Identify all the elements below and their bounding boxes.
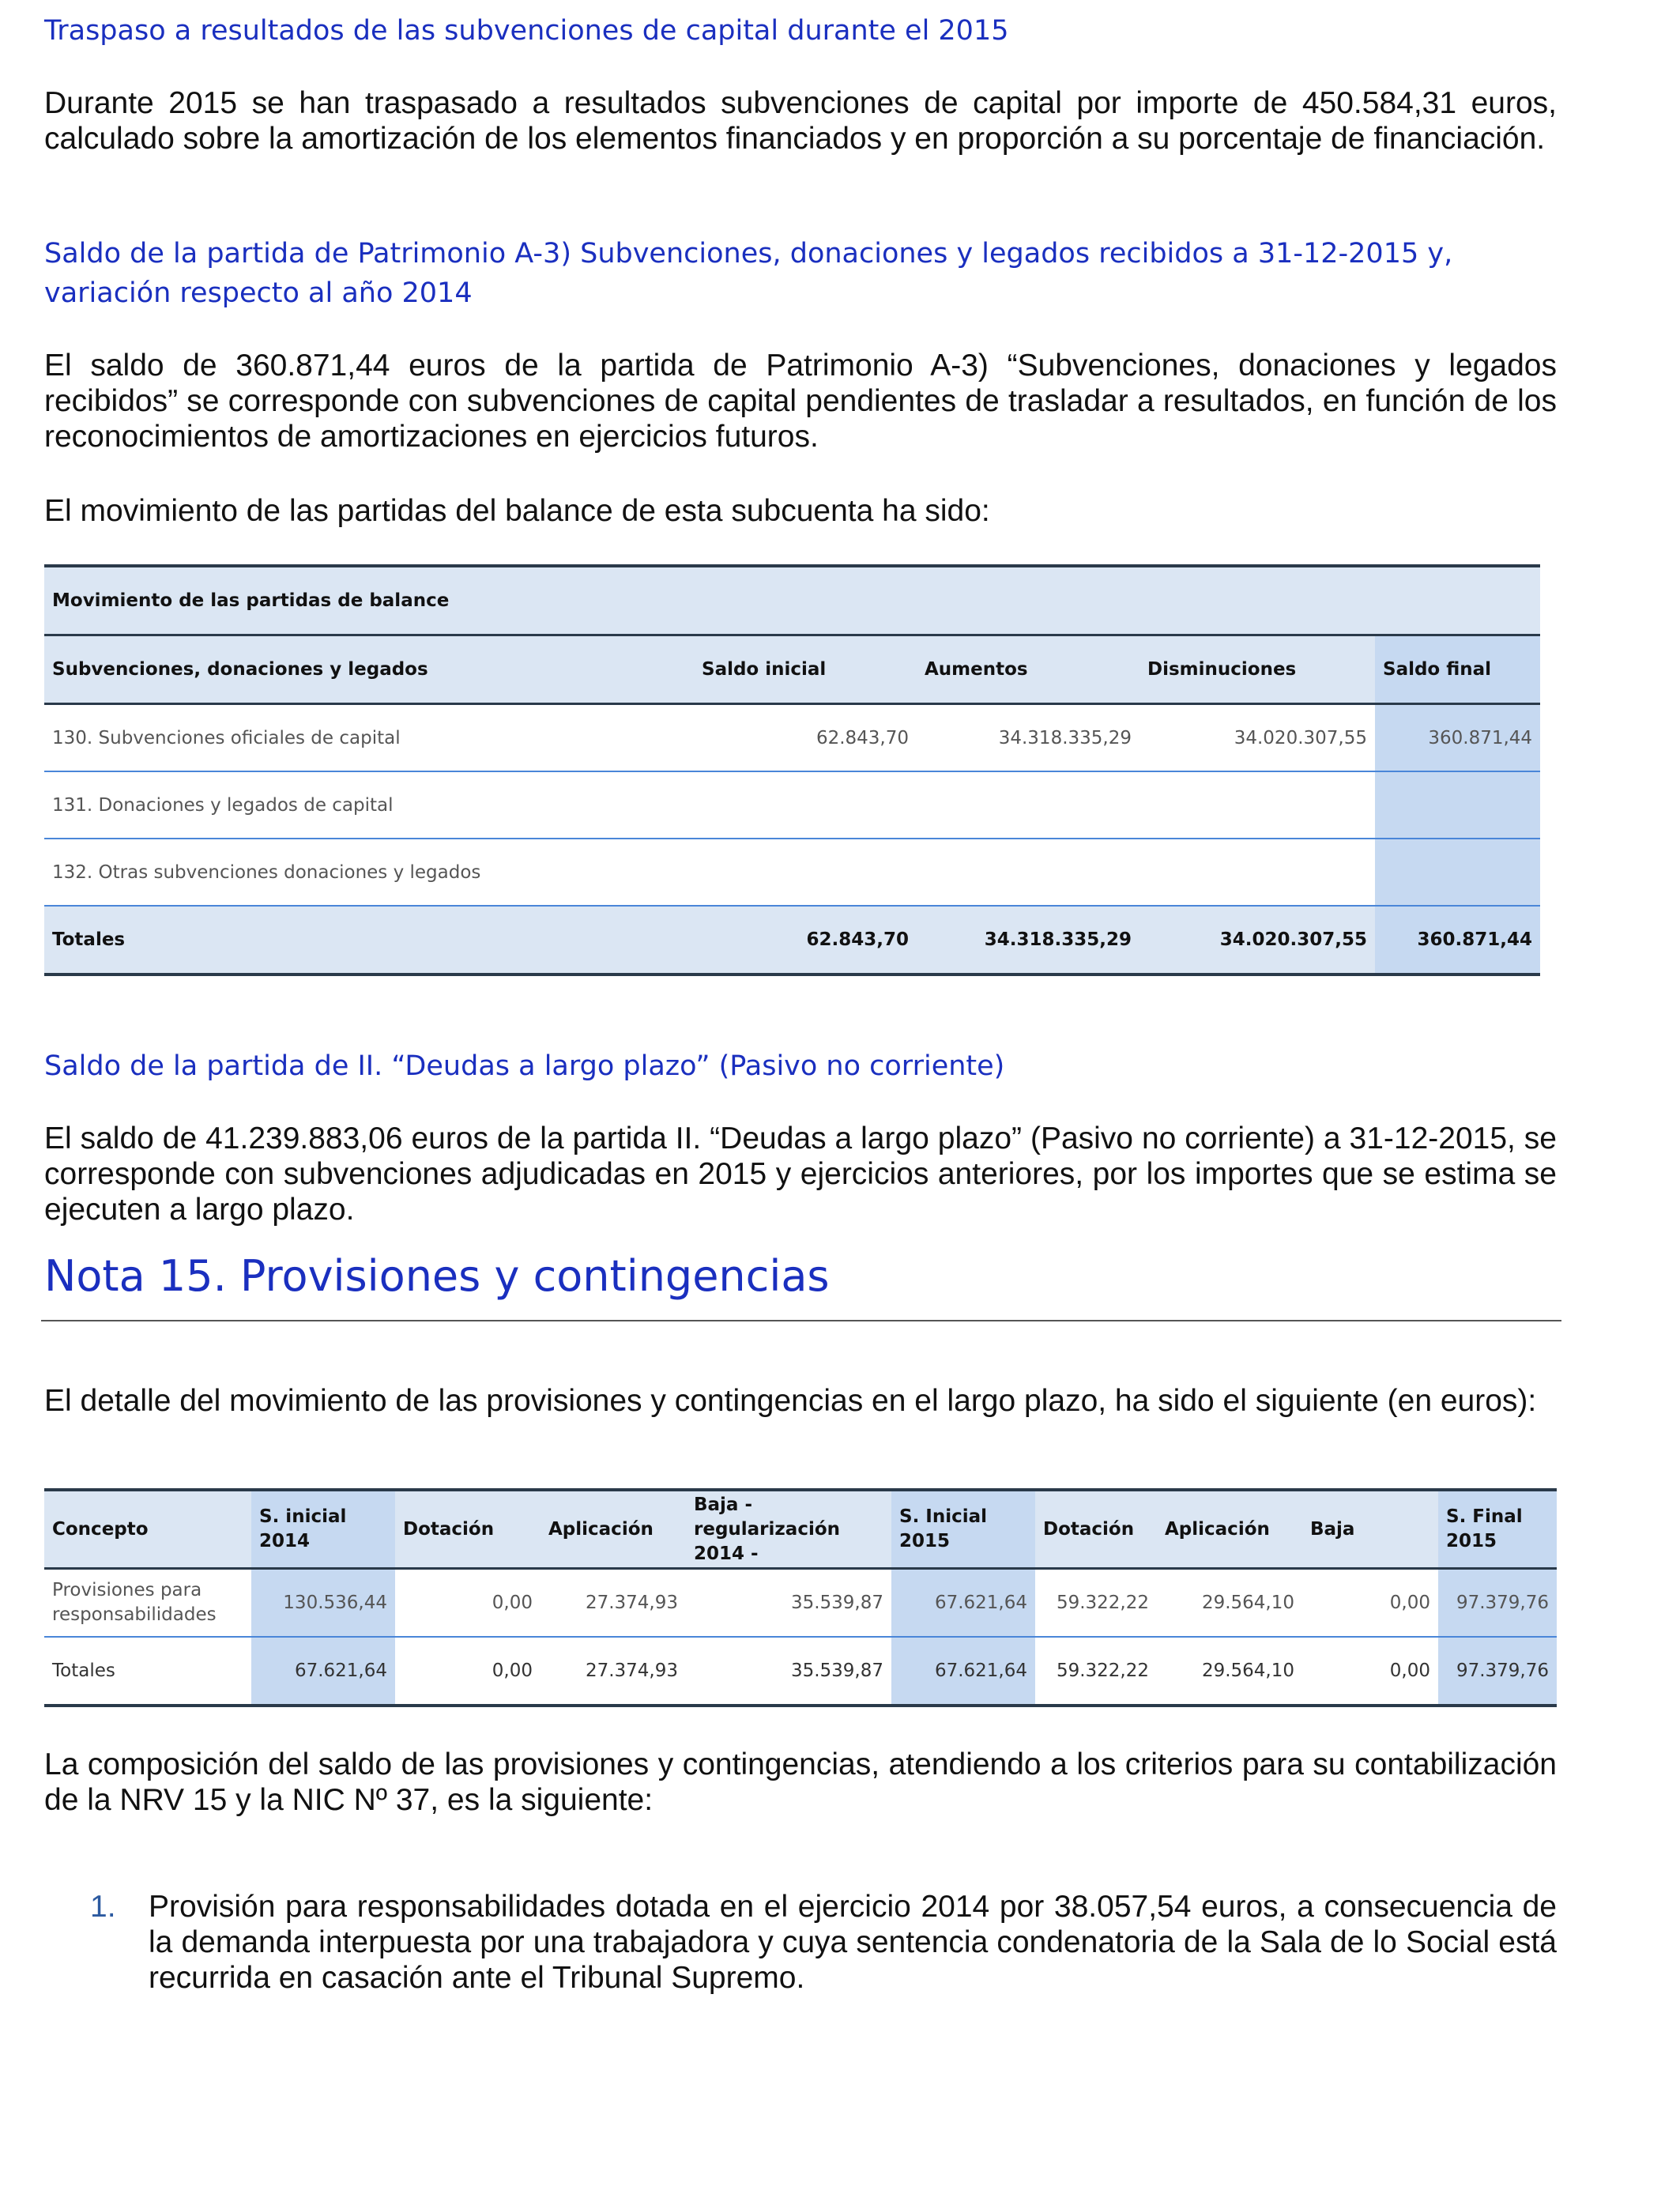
table-cell (1139, 839, 1375, 906)
table-cell: 29.564,10 (1157, 1569, 1302, 1638)
list-item (90, 1889, 1557, 1996)
column-header: Aplicación (541, 1490, 686, 1569)
column-header: Subvenciones, donaciones y legados (44, 635, 694, 704)
table-cell: 97.379,76 (1438, 1637, 1557, 1706)
table-cell: 67.621,64 (891, 1569, 1035, 1638)
table-cell (917, 839, 1139, 906)
table-cell: Totales (44, 906, 694, 974)
column-header: Disminuciones (1139, 635, 1375, 704)
table-cell: 130. Subvenciones oficiales de capital (44, 704, 694, 772)
table-cell: 0,00 (395, 1569, 541, 1638)
table-cell: 0,00 (395, 1637, 541, 1706)
table-cell: 0,00 (1302, 1637, 1438, 1706)
paragraph-saldo-patrimonio: El saldo de 360.871,44 euros de la partida de Patrimonio A-3) “Subvenciones, donaciones y legados recibidos” se corresponde con subvenciones de capital pendientes de trasladar a resultados, en función de los reconocimientos de amortizaciones en ejercicios futuros. (44, 349, 1557, 454)
table-cell: 67.621,64 (251, 1637, 395, 1706)
column-header: Dotación (395, 1490, 541, 1569)
table-row (44, 771, 1540, 839)
section-heading-deudas: Saldo de la partida de II. “Deudas a largo plazo” (Pasivo no corriente) (44, 1050, 1005, 1082)
column-header: Aumentos (917, 635, 1139, 704)
nota-15-title: Nota 15. Provisiones y contingencias (44, 1251, 830, 1301)
column-header: S. inicial 2014 (251, 1490, 395, 1569)
table-cell: 34.318.335,29 (917, 906, 1139, 974)
paragraph-traspaso: Durante 2015 se han traspasado a resultados subvenciones de capital por importe de 450.584,31 euros, calculado sobre la amortización de los elementos financiados y en proporción a su porcentaje de financiación. (44, 86, 1557, 156)
title-divider (41, 1320, 1561, 1321)
table-title: Movimiento de las partidas de balance (44, 566, 1540, 635)
list-text: Provisión para responsabilidades dotada en el ejercicio 2014 por 38.057,54 euros, a consecuencia de la demanda interpuesta por una trabajadora y cuya sentencia condenatoria de la Sala de lo Social está recurrida en casación ante el Tribunal Supremo. (149, 1890, 1557, 1995)
table-cell: 97.379,76 (1438, 1569, 1557, 1638)
table-cell: 360.871,44 (1375, 906, 1540, 974)
paragraph-composicion: La composición del saldo de las provisiones y contingencias, atendiendo a los criterios para su contabilización de la NRV 15 y la NIC Nº 37, es la siguiente: (44, 1747, 1557, 1817)
table-cell: 132. Otras subvenciones donaciones y legados (44, 839, 694, 906)
paragraph-movimiento: El movimiento de las partidas del balance de esta subcuenta ha sido: (44, 494, 990, 528)
table-cell (1375, 771, 1540, 839)
table-cell: 34.020.307,55 (1139, 704, 1375, 772)
column-header: Baja (1302, 1490, 1438, 1569)
table-cell (694, 839, 917, 906)
section-heading-saldo-patrimonio: Saldo de la partida de Patrimonio A-3) Subvenciones, donaciones y legados recibidos a 31-12-2015 y, variación respecto al año 2014 (44, 238, 1453, 309)
table-cell: 131. Donaciones y legados de capital (44, 771, 694, 839)
provisions-table (44, 1488, 1557, 1707)
paragraph-deudas: El saldo de 41.239.883,06 euros de la partida II. “Deudas a largo plazo” (Pasivo no corriente) a 31-12-2015, se corresponde con subvenciones adjudicadas en 2015 y ejercicios anteriores, por los importes que se estima se ejecuten a largo plazo. (44, 1122, 1557, 1227)
table-cell: 62.843,70 (694, 704, 917, 772)
table-cell: 130.536,44 (251, 1569, 395, 1638)
table-row (44, 1569, 1557, 1638)
table-cell: 67.621,64 (891, 1637, 1035, 1706)
section-heading-traspaso: Traspaso a resultados de las subvenciones de capital durante el 2015 (44, 15, 1009, 47)
table-row (44, 839, 1540, 906)
table-cell: 35.539,87 (686, 1637, 891, 1706)
balance-movement-table (44, 564, 1540, 976)
column-header: Saldo inicial (694, 635, 917, 704)
table-cell: 0,00 (1302, 1569, 1438, 1638)
column-header: Saldo final (1375, 635, 1540, 704)
table-cell (917, 771, 1139, 839)
column-header: S. Final 2015 (1438, 1490, 1557, 1569)
table-cell: 34.318.335,29 (917, 704, 1139, 772)
column-header: Concepto (44, 1490, 251, 1569)
table-row (44, 704, 1540, 772)
table-cell (694, 771, 917, 839)
table-cell: Provisiones para responsabilidades (44, 1569, 251, 1638)
paragraph-detalle-provisiones: El detalle del movimiento de las provisiones y contingencias en el largo plazo, ha sido el siguiente (en euros): (44, 1384, 1537, 1418)
table-cell: 62.843,70 (694, 906, 917, 974)
table-cell: 35.539,87 (686, 1569, 891, 1638)
column-header: S. Inicial 2015 (891, 1490, 1035, 1569)
table-title-row (44, 566, 1540, 635)
table-cell: Totales (44, 1637, 251, 1706)
column-header: Dotación (1035, 1490, 1157, 1569)
table-totals-row (44, 906, 1540, 974)
table-totals-row (44, 1637, 1557, 1706)
column-header: Aplicación (1157, 1490, 1302, 1569)
table-cell: 59.322,22 (1035, 1637, 1157, 1706)
list-number: 1. (90, 1890, 116, 1924)
table-header-row (44, 1490, 1557, 1569)
table-cell: 27.374,93 (541, 1637, 686, 1706)
table-cell: 59.322,22 (1035, 1569, 1157, 1638)
table-header-row (44, 635, 1540, 704)
table-cell (1139, 771, 1375, 839)
table-cell (1375, 839, 1540, 906)
column-header: Baja - regularización 2014 - (686, 1490, 891, 1569)
table-cell: 360.871,44 (1375, 704, 1540, 772)
table-cell: 29.564,10 (1157, 1637, 1302, 1706)
table-cell: 34.020.307,55 (1139, 906, 1375, 974)
table-cell: 27.374,93 (541, 1569, 686, 1638)
